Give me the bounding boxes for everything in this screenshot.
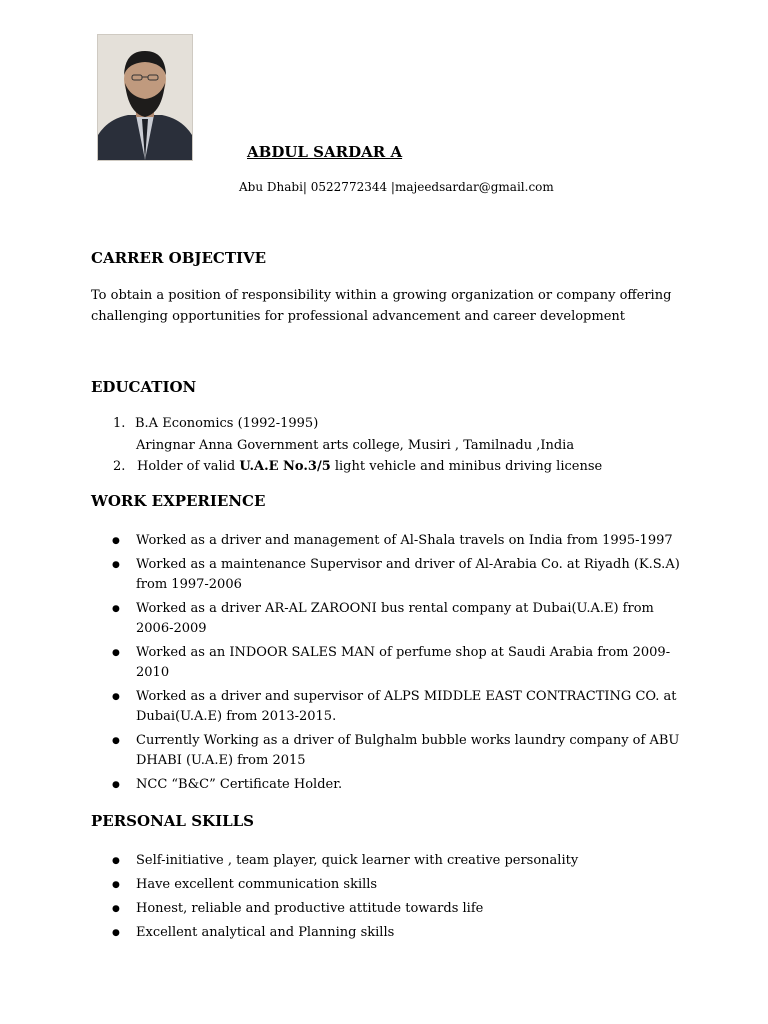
list-item: ● Self-initiative , team player, quick learner with creative personality — [112, 851, 692, 871]
contact-info: Abu Dhabi| 0522772344 |majeedsardar@gmail.com — [239, 180, 554, 194]
personal-skills-list — [112, 851, 692, 943]
list-item: ● Honest, reliable and productive attitude towards life — [112, 899, 692, 919]
education-college: Aringnar Anna Government arts college, Musiri , Tamilnadu ,India — [136, 438, 575, 453]
list-item: ● NCC “B&C” Certificate Holder. — [112, 775, 692, 795]
education-degree: B.A Economics (1992-1995) — [135, 416, 319, 431]
objective-heading: CARRER OBJECTIVE — [91, 249, 267, 267]
objective-text: To obtain a position of responsibility within a growing organization or company offering challenging opportunities for professional advancement and career development — [91, 288, 672, 324]
education-item-number: 2. — [113, 459, 126, 474]
work-experience-heading: WORK EXPERIENCE — [91, 492, 266, 510]
person-portrait-icon — [98, 35, 192, 160]
list-item: ● Worked as a driver and supervisor of ALPS MIDDLE EAST CONTRACTING CO. at Dubai(U.A.E) from 2013-2015. — [112, 687, 692, 727]
list-item: ● Have excellent communication skills — [112, 875, 692, 895]
profile-photo — [97, 34, 193, 161]
personal-skills-heading: PERSONAL SKILLS — [91, 812, 255, 830]
education-heading: EDUCATION — [91, 378, 197, 396]
work-experience-list — [112, 531, 692, 795]
list-item: ● Worked as a driver AR-AL ZAROONI bus rental company at Dubai(U.A.E) from 2006-2009 — [112, 599, 692, 639]
list-item: ● Worked as an INDOOR SALES MAN of perfume shop at Saudi Arabia from 2009-2010 — [112, 643, 692, 683]
list-item: ● Worked as a driver and management of Al-Shala travels on India from 1995-1997 — [112, 531, 692, 551]
education-item-number: 1. — [113, 416, 126, 431]
driving-license: Holder of valid U.A.E No.3/5 light vehicle and minibus driving license — [137, 459, 603, 474]
list-item: ● Excellent analytical and Planning skills — [112, 923, 692, 943]
list-item: ● Worked as a maintenance Supervisor and driver of Al-Arabia Co. at Riyadh (K.S.A) from 1997-2006 — [112, 555, 692, 595]
candidate-name: ABDUL SARDAR A — [247, 143, 403, 161]
list-item: ● Currently Working as a driver of Bulghalm bubble works laundry company of ABU DHABI (U.A.E) from 2015 — [112, 731, 692, 771]
